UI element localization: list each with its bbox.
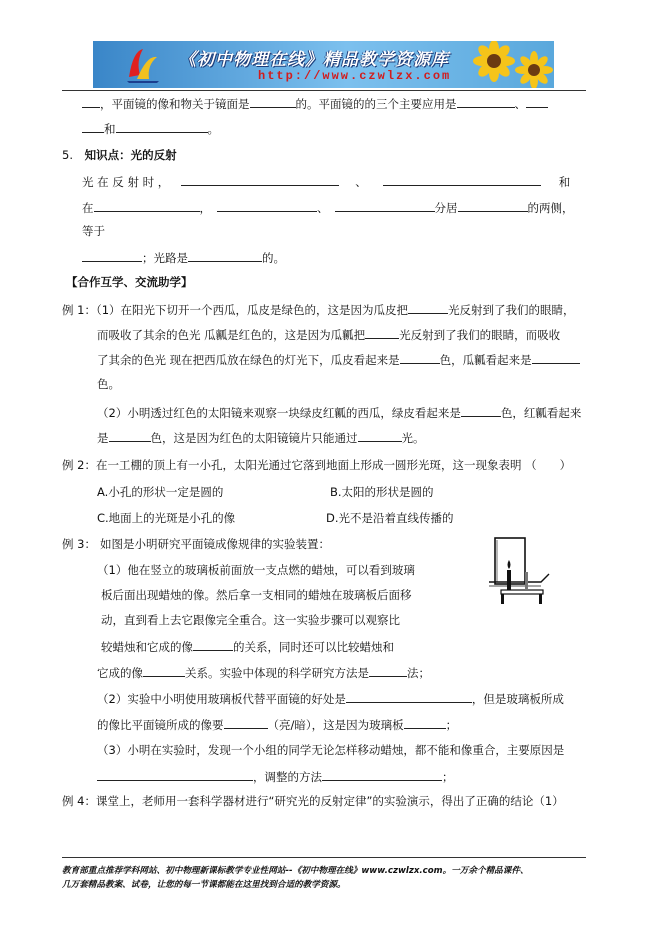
- mirror-experiment-figure: [487, 534, 553, 608]
- example-label: 例 4：: [62, 794, 96, 808]
- example-1-part-2: （2）小明透过红色的太阳镜来观察一块绿皮红瓤的西瓜，绿皮看起来是 色，红瓤看起来: [97, 406, 582, 420]
- banner-url: http://www.czwlzx.com: [258, 69, 452, 83]
- answer-blank[interactable]: [408, 301, 448, 314]
- example-3-part-1-line-5: 它成的像 关系。实验中体现的科学研究方法是 法；: [97, 666, 430, 680]
- answer-blank[interactable]: [82, 120, 104, 133]
- example-label: 例 1：: [62, 303, 96, 317]
- answer-blank[interactable]: [365, 326, 399, 339]
- answer-blank[interactable]: [322, 768, 442, 781]
- example-label: 例 3：: [62, 537, 96, 551]
- mirror-symmetry-line: ，平面镜的像和物关于镜面是 的。平面镜的的三个主要应用是 、: [82, 95, 548, 112]
- example-3-part-1-line-4: 较蜡烛和它成的像 的关系，同时还可以比较蜡烛和: [101, 640, 394, 654]
- answer-blank[interactable]: [181, 173, 339, 186]
- knowledge-point-title: 知识点：光的反射: [84, 148, 177, 162]
- answer-blank[interactable]: [193, 638, 233, 651]
- footer-line-2: 几万套精品教案、试卷，让您的每一节课都能在这里找到合适的教学资源。: [62, 880, 346, 890]
- site-logo-icon: [123, 45, 163, 85]
- answer-blank[interactable]: [461, 404, 501, 417]
- example-4: 例 4：课堂上，老师用一套科学器材进行“研究光的反射定律”的实验演示，得出了正确的结论（1）: [62, 794, 564, 808]
- answer-blank[interactable]: [188, 249, 262, 262]
- answer-blank[interactable]: [346, 690, 472, 703]
- example-1-line-4: 色。: [97, 377, 120, 391]
- example-3: 例 3： 如图是小明研究平面镜成像规律的实验装置：: [62, 537, 330, 551]
- header-banner: [93, 41, 554, 88]
- answer-blank[interactable]: [82, 249, 142, 262]
- answer-blank[interactable]: [358, 429, 402, 442]
- example-3-part-1-line-3: 动，直到看上去它跟像完全重合。这一实验步骤可以观察比: [101, 613, 400, 627]
- answer-blank[interactable]: [82, 95, 100, 108]
- header-divider: [62, 90, 586, 91]
- answer-blank[interactable]: [224, 716, 268, 729]
- option-b[interactable]: B.太阳的形状是圆的: [330, 485, 434, 499]
- option-a[interactable]: A.小孔的形状一定是圆的: [97, 485, 224, 499]
- answer-blank[interactable]: [109, 429, 151, 442]
- answer-blank[interactable]: [94, 199, 200, 212]
- example-3-part-1-line-2: 板后面出现蜡烛的像。然后拿一支相同的蜡烛在玻璃板后面移: [101, 588, 412, 602]
- answer-blank[interactable]: [143, 664, 185, 677]
- example-1-line-3: 了其余的色光 现在把西瓜放在绿色的灯光下，瓜皮看起来是 色，瓜瓤看起来是: [97, 351, 580, 368]
- example-3-part-3-line-2: ，调整的方法 ；: [97, 768, 454, 785]
- example-3-part-3: （3）小明在实验时，发现一个小组的同学无论怎样移动蜡烛，都不能和像重合，主要原因是: [97, 743, 565, 757]
- footer-divider: [62, 857, 586, 858]
- reflection-line-1: 光 在 反 射 时 ， 、 和: [82, 175, 571, 189]
- banner-title: 《初中物理在线》精品教学资源库: [179, 50, 449, 70]
- option-c[interactable]: C.地面上的光斑是小孔的像: [97, 511, 236, 525]
- example-label: 例 2：: [62, 458, 96, 472]
- answer-blank[interactable]: [97, 768, 253, 781]
- answer-blank[interactable]: [400, 351, 440, 364]
- example-3-part-1: （1）他在竖立的玻璃板前面放一支点燃的蜡烛，可以看到玻璃: [97, 563, 415, 577]
- answer-blank[interactable]: [526, 95, 548, 108]
- answer-blank[interactable]: [532, 351, 580, 364]
- answer-blank[interactable]: [369, 664, 407, 677]
- footer-line-1: 教育部重点推荐学科网站、初中物理新课标教学专业性网站--《初中物理在线》www.czwlzx.com。一万余个精品课件、: [62, 866, 529, 876]
- reflection-line-3: 等于: [82, 224, 105, 238]
- sunflower-icon: [464, 41, 554, 88]
- answer-blank[interactable]: [404, 716, 446, 729]
- option-d[interactable]: D.光不是沿着直线传播的: [326, 511, 454, 525]
- answer-blank[interactable]: [383, 173, 541, 186]
- example-2: 例 2：在一工棚的顶上有一小孔，太阳光通过它落到地面上形成一圆形光斑，这一现象表明 （ ）: [62, 458, 572, 472]
- answer-blank[interactable]: [250, 95, 296, 108]
- mirror-applications-line: 和 。: [82, 120, 219, 137]
- example-1-part-2-line-2: 是 色，这是因为红色的太阳镜镜片只能通过 光。: [97, 431, 425, 445]
- example-3-part-2: （2）实验中小明使用玻璃板代替平面镜的好处是 ，但是玻璃板所成: [97, 692, 564, 706]
- reflection-line-2: 在 ， 、 分居 的两侧，: [82, 201, 574, 215]
- section-title: 【合作互学、交流助学】: [66, 275, 193, 289]
- knowledge-point-heading: 5. 知识点：光的反射: [62, 148, 177, 162]
- example-3-part-2-line-2: 的像比平面镜所成的像要 （亮/暗），这是因为玻璃板 ；: [97, 718, 458, 732]
- example-1: 例 1：（1）在阳光下切开一个西瓜，瓜皮是绿色的，这是因为瓜皮把 光反射到了我们的眼睛，: [62, 303, 575, 317]
- answer-blank[interactable]: [116, 120, 208, 133]
- answer-blank[interactable]: [217, 199, 317, 212]
- example-1-line-2: 而吸收了其余的色光 瓜瓤是红色的，这是因为瓜瓤把 光反射到了我们的眼睛，而吸收: [97, 328, 561, 342]
- answer-blank[interactable]: [457, 95, 515, 108]
- answer-blank[interactable]: [335, 199, 435, 212]
- reflection-line-4: ；光路是 的。: [82, 249, 285, 266]
- answer-blank[interactable]: [458, 199, 528, 212]
